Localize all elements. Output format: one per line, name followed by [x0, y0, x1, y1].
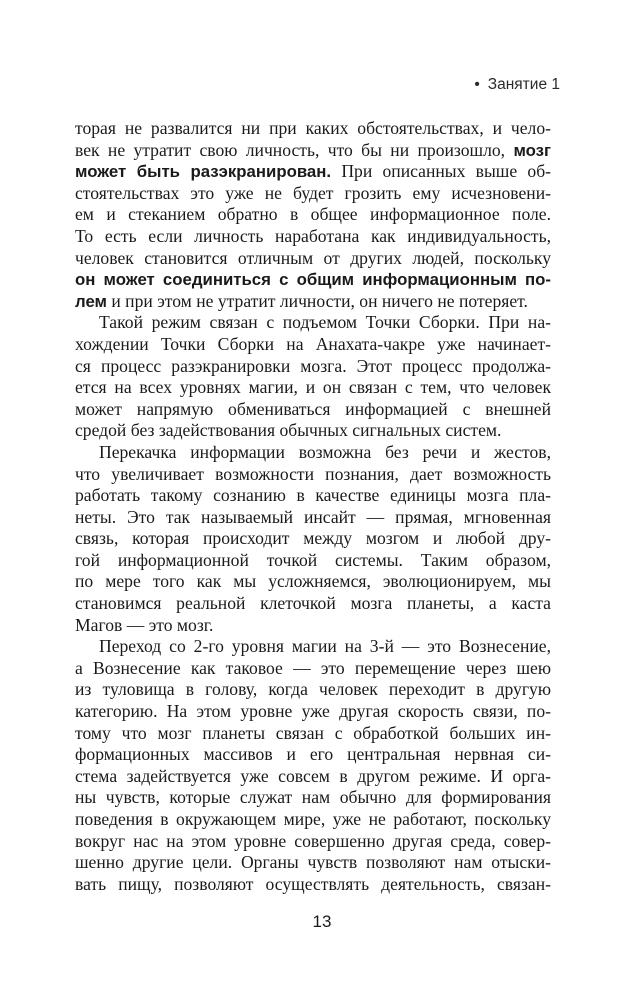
- text-run: хождении Точки Сборки на Анахата-чакре уже начинает-: [75, 333, 551, 354]
- text-line: [75, 766, 551, 788]
- text-line: [75, 636, 551, 658]
- text-line: [75, 550, 551, 572]
- text-run: ся процесс разэкранировки мозга. Этот процесс продолжа-: [75, 355, 551, 376]
- page-number: 13: [312, 912, 332, 931]
- text-run: неты. Это так называемый инсайт — прямая, мгновенная: [75, 506, 551, 527]
- bold-text: он может соединиться с общим информационным по-: [75, 270, 551, 290]
- text-line: [75, 442, 551, 464]
- text-run: поведения в окружающем мире, уже не работают, поскольку: [75, 809, 551, 829]
- text-run: из туловища в голову, когда человек переходит в другую: [75, 679, 551, 700]
- text-run: гой информационной точкой системы. Таким образом,: [75, 549, 551, 570]
- text-run: может напрямую обмениваться информацией с внешней: [75, 398, 551, 419]
- text-line: [75, 464, 551, 486]
- text-line: [75, 485, 551, 507]
- text-line: [75, 701, 551, 723]
- text-run: формационных массивов и его центральная нервная си-: [75, 744, 551, 765]
- text-line: [75, 183, 551, 205]
- text-run: категорию. На этом уровне уже другая скорость связи, по-: [75, 701, 551, 722]
- running-header: [474, 76, 560, 94]
- text-line: [75, 507, 551, 529]
- text-run: вокруг нас на этом уровне совершенно другая среда, совер-: [75, 830, 551, 851]
- text-run: связь, которая происходит между мозгом и любой дру-: [75, 528, 551, 549]
- text-run: средой без задействования обычных сигнальных систем.: [75, 420, 502, 441]
- text-line: [75, 356, 551, 378]
- bold-text: может быть разэкранирован.: [75, 162, 332, 182]
- text-run: ется на всех уровнях магии, и он связан с тем, что человек: [75, 377, 551, 398]
- text-run: Переход со 2-го уровня магии на 3-й — это Вознесение,: [99, 636, 551, 657]
- text-line: [75, 593, 551, 615]
- text-run: Перекачка информации возможна без речи и жестов,: [99, 441, 551, 462]
- text-run: человек становится отличным от других людей, поскольку: [75, 247, 551, 268]
- text-line: [75, 809, 551, 831]
- text-line: [75, 399, 551, 421]
- text-run: ны чувств, которые служат нам обычно для формирования: [75, 787, 551, 808]
- text-line: [75, 377, 551, 399]
- text-line: [75, 161, 551, 183]
- text-run: Магов — это мозг.: [75, 614, 214, 635]
- text-run: шенно другие цели. Органы чувств позволяют нам отыски-: [75, 852, 551, 873]
- text-run: Такой режим связан с подъемом Точки Сборки. При на-: [99, 312, 551, 333]
- text-line: [75, 744, 551, 766]
- text-line: [75, 723, 551, 745]
- text-line: [75, 615, 551, 637]
- text-run: что увеличивает возможности познания, дает возможность: [75, 463, 551, 484]
- text-line: [75, 831, 551, 853]
- text-run: становимся реальной клеточкой мозга планеты, а каста: [75, 593, 551, 614]
- chapter-title: Занятие 1: [487, 76, 560, 93]
- text-line: [75, 118, 551, 140]
- text-line: [75, 140, 551, 162]
- text-run: стоятельствах это уже не будет грозить ему исчезновени-: [75, 182, 551, 203]
- text-run: стема задействуется уже совсем в другом режиме. И орга-: [75, 765, 551, 786]
- text-run: работать такому сознанию в качестве единицы мозга пла-: [75, 485, 551, 506]
- text-run: век не утратит свою личность, что бы ни произошло,: [75, 139, 514, 160]
- text-run: а Вознесение как таковое — это перемещение через шею: [75, 657, 551, 678]
- text-line: [75, 658, 551, 680]
- text-run: При описанных выше об-: [331, 161, 552, 182]
- text-line: [75, 571, 551, 593]
- text-line: [75, 312, 551, 334]
- text-run: по мере того как мы усложняемся, эволюционируем, мы: [75, 571, 551, 592]
- body-text: [75, 118, 551, 895]
- bold-text: мозг: [513, 140, 551, 160]
- text-line: [75, 269, 551, 291]
- text-line: [75, 787, 551, 809]
- text-line: [75, 679, 551, 701]
- text-line: [75, 852, 551, 874]
- text-run: и при этом не утратит личности, он ничего не потеряет.: [106, 290, 528, 311]
- text-line: [75, 420, 551, 442]
- text-line: [75, 226, 551, 248]
- text-run: ем и стеканием обратно в общее информационное поле.: [75, 204, 551, 225]
- text-line: [75, 528, 551, 550]
- text-run: вать пищу, позволяют осуществлять деятельность, связан-: [75, 873, 551, 894]
- text-line: [75, 248, 551, 270]
- text-run: торая не развалится ни при каких обстоятельствах, и чело-: [75, 118, 551, 138]
- text-run: То есть если личность наработана как индивидуальность,: [75, 225, 551, 246]
- text-run: тому что мозг планеты связан с обработкой больших ин-: [75, 722, 551, 743]
- header-bullet: •: [474, 76, 480, 93]
- text-line: [75, 874, 551, 896]
- text-line: [75, 291, 551, 313]
- bold-text: лем: [75, 291, 107, 311]
- text-line: [75, 204, 551, 226]
- text-line: [75, 334, 551, 356]
